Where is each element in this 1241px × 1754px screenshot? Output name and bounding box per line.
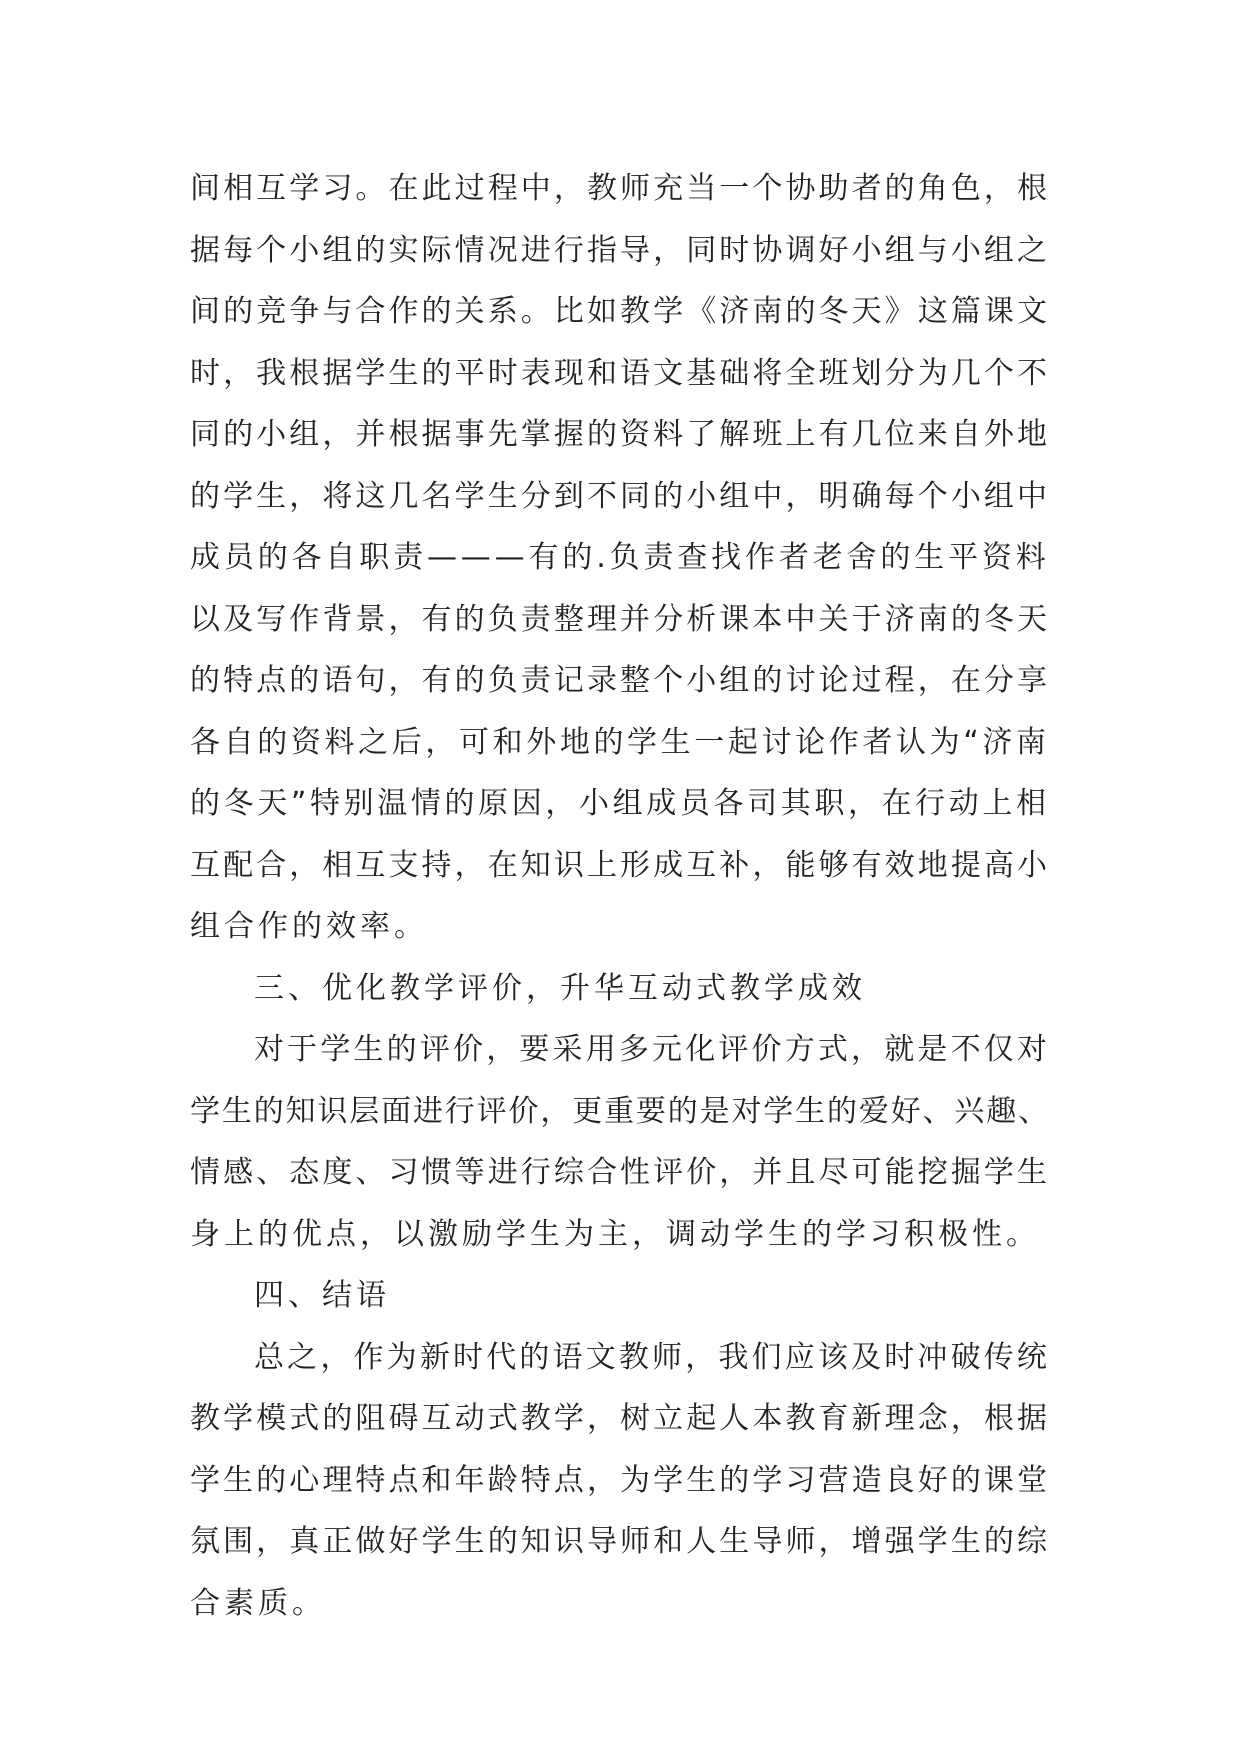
text-line: 对于学生的评价，要采用多元化评价方式，就是不仅对: [254, 1032, 1051, 1067]
text-line: 学生的知识层面进行评价，更重要的是对学生的爱好、兴趣、: [190, 1093, 1050, 1129]
text-line: 教学模式的阻碍互动式教学，树立起人本教育新理念，根据: [190, 1401, 1051, 1436]
text-line: 各自的资料之后，可和外地的学生一起讨论作者认为“济南: [190, 724, 1050, 760]
text-line: 情感、态度、习惯等进行综合性评价，并且尽可能挖掘学生: [190, 1155, 1051, 1190]
text-line: 组合作的效率。: [190, 909, 428, 944]
text-line: 三、优化教学评价，升华互动式教学成效: [254, 970, 866, 1006]
text-line: 互配合，相互支持，在知识上形成互补，能够有效地提高小: [190, 847, 1051, 883]
text-line: 的学生，将这几名学生分到不同的小组中，明确每个小组中: [190, 478, 1051, 514]
text-line: 成员的各自职责———有的.负责查找作者老舍的生平资料: [190, 540, 1050, 575]
text-line: 氛围，真正做好学生的知识导师和人生导师，增强学生的综: [190, 1524, 1051, 1559]
text-line: 总之，作为新时代的语文教师，我们应该及时冲破传统: [254, 1339, 1051, 1375]
text-line: 的特点的语句，有的负责记录整个小组的讨论过程，在分享: [190, 663, 1051, 698]
text-line: 据每个小组的实际情况进行指导，同时协调好小组与小组之: [190, 232, 1051, 268]
text-line: 身上的优点，以激励学生为主，调动学生的学习积极性。: [190, 1216, 1040, 1252]
text-line: 四、结语: [254, 1278, 390, 1313]
text-line: 间相互学习。在此过程中，教师充当一个协助者的角色，根: [190, 171, 1051, 206]
document-body: [190, 158, 1050, 1634]
text-line: 同的小组，并根据事先掌握的资料了解班上有几位来自外地: [190, 417, 1051, 452]
text-line: 的冬天”特别温情的原因，小组成员各司其职，在行动上相: [190, 786, 1050, 821]
text-line: 学生的心理特点和年龄特点，为学生的学习营造良好的课堂: [190, 1462, 1051, 1498]
text-line: 以及写作背景，有的负责整理并分析课本中关于济南的冬天: [190, 601, 1051, 637]
text-line: 合素质。: [190, 1585, 326, 1621]
text-line: 间的竞争与合作的关系。比如教学《济南的冬天》这篇课文: [190, 294, 1051, 329]
text-line: 时，我根据学生的平时表现和语文基础将全班划分为几个不: [190, 355, 1051, 391]
